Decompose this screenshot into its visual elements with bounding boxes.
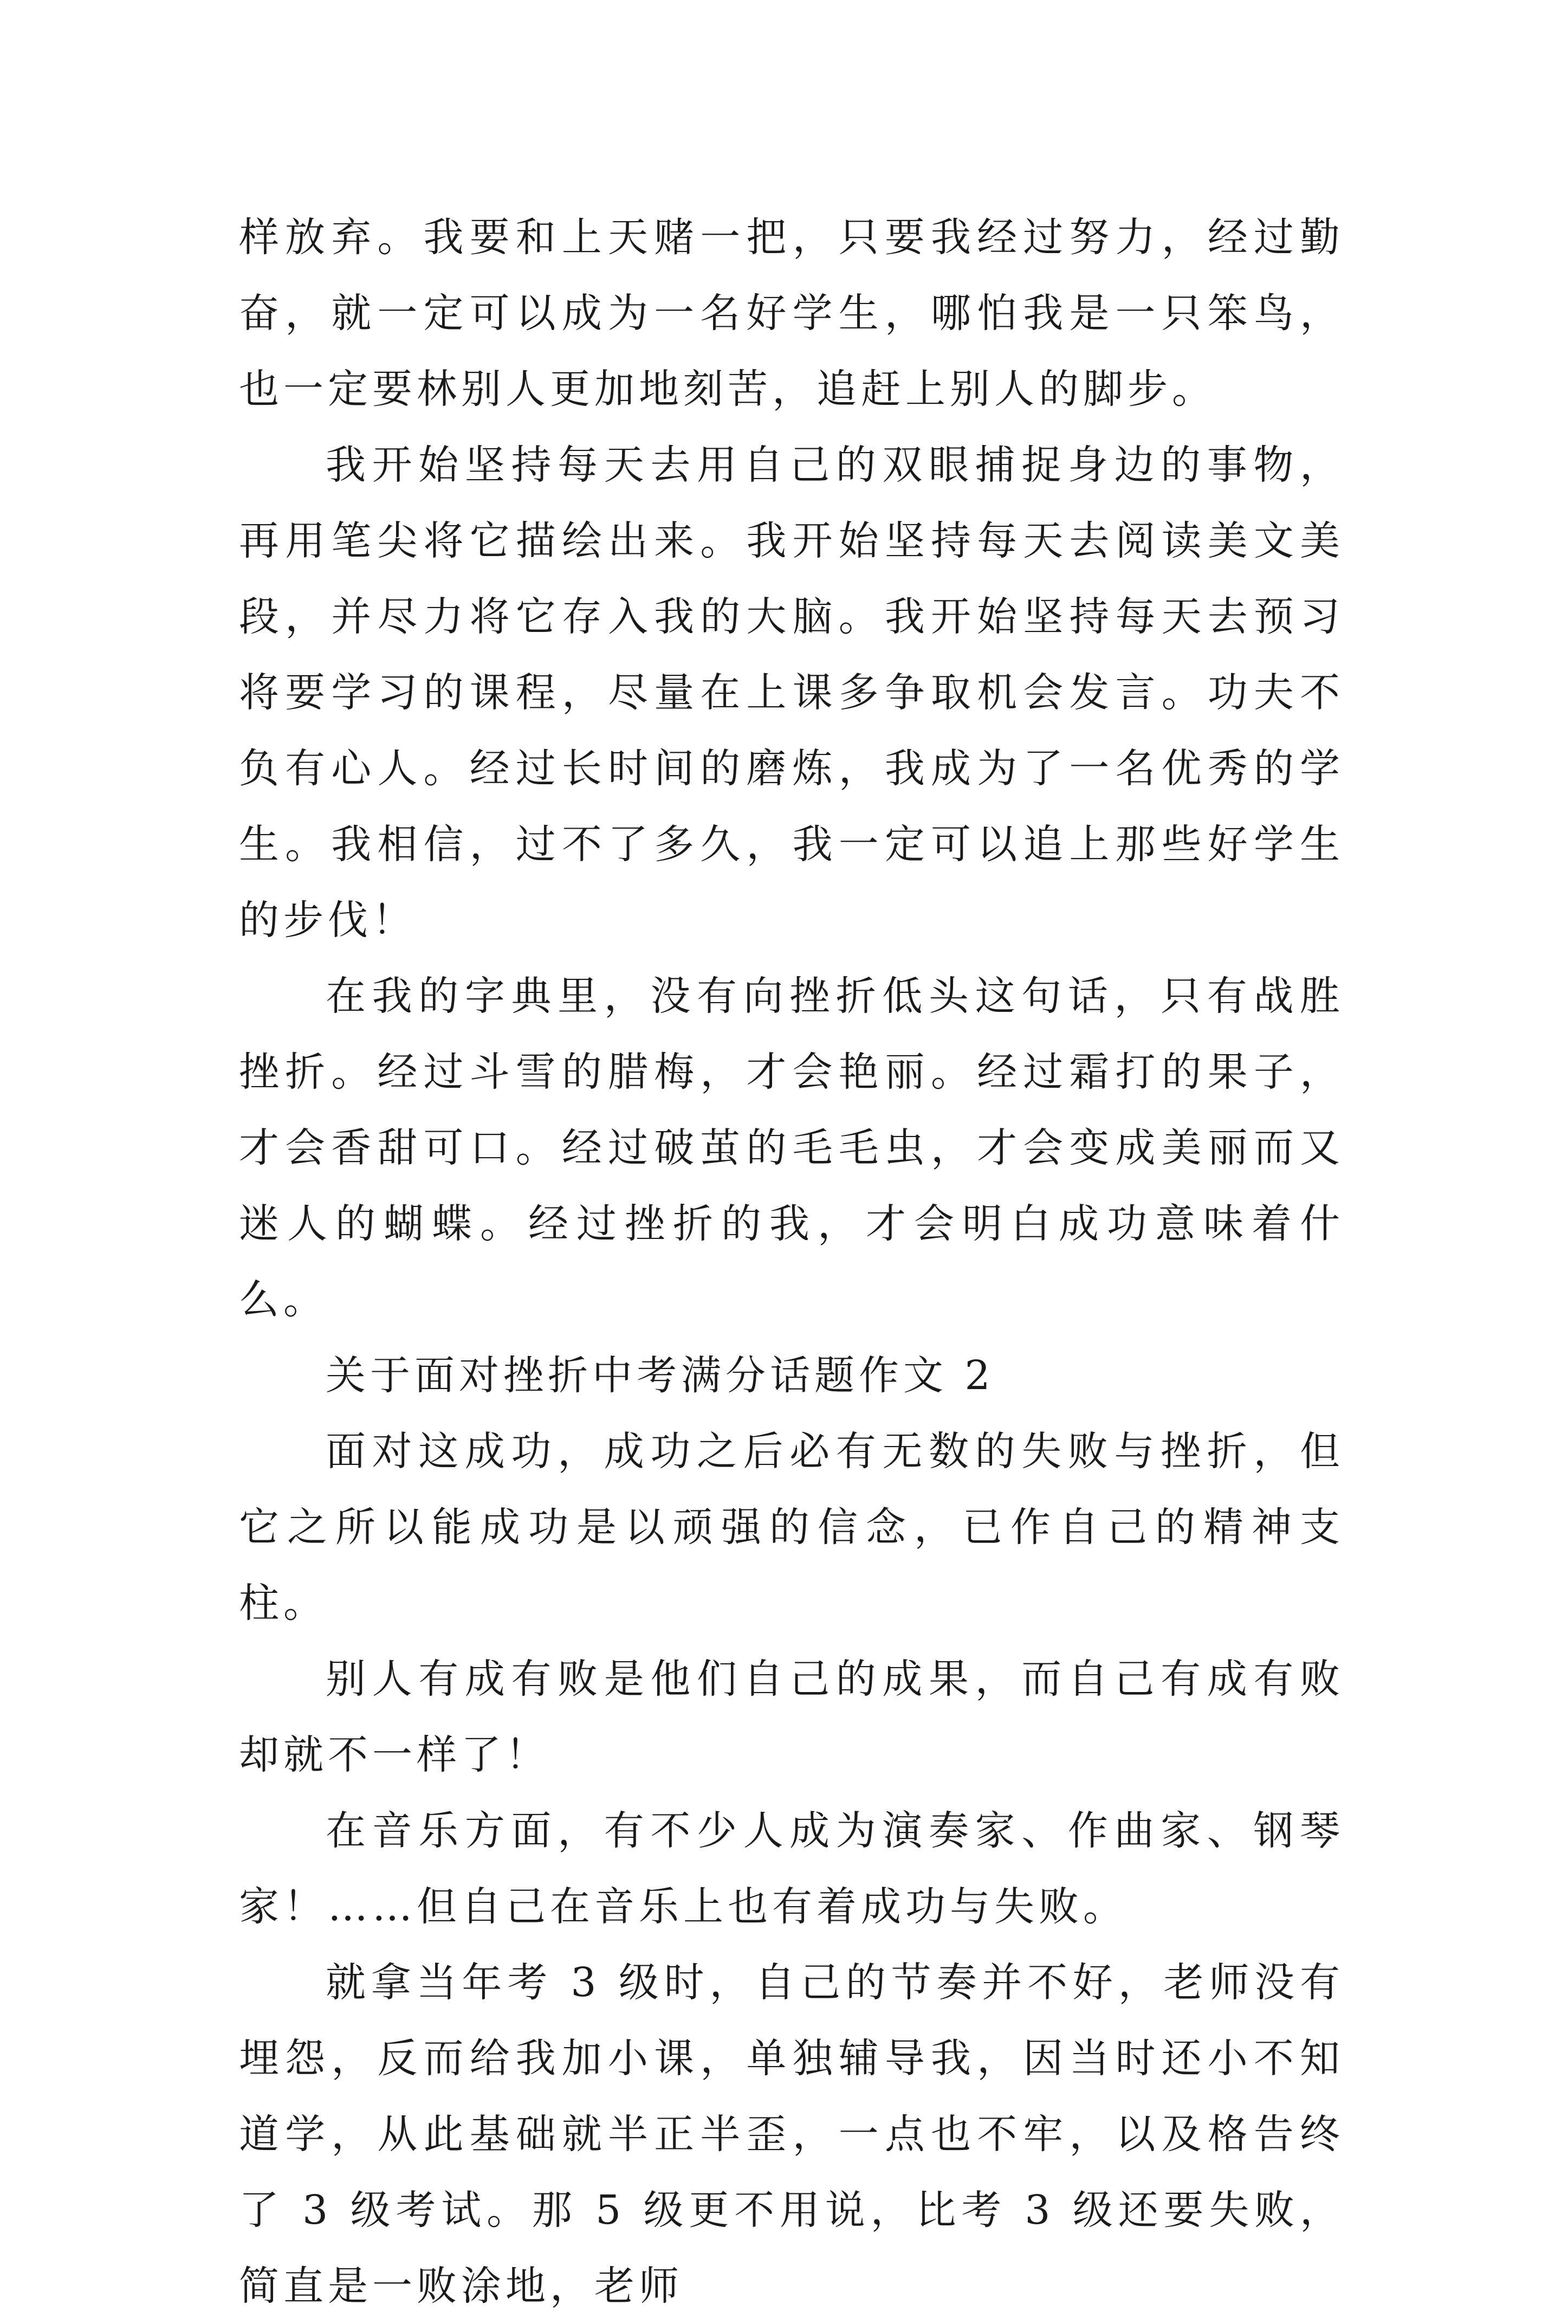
paragraph-1: 样放弃。我要和上天赌一把，只要我经过努力，经过勤奋，就一定可以成为一名好学生，哪怕我是一只笨鸟，也一定要林别人更加地刻苦，追赶上别人的脚步。 bbox=[239, 214, 1344, 412]
document-body bbox=[239, 199, 1344, 2324]
paragraph-3: 在我的字典里，没有向挫折低头这句话，只有战胜挫折。经过斗雪的腊梅，才会艳丽。经过霜打的果子，才会香甜可口。经过破茧的毛毛虫，才会变成美丽而又迷人的蝴蝶。经过挫折的我，才会明白成功意味着什么。 bbox=[239, 973, 1344, 1323]
paragraph-7: 就拿当年考 3 级时，自己的节奏并不好，老师没有埋怨，反而给我加小课，单独辅导我，因当时还小不知道学，从此基础就半正半歪，一点也不牢，以及格告终了 3 级考试。那 5 级更不用说，比考 3 级还要失败，简直是一败涂地，老师 bbox=[239, 1959, 1344, 2309]
paragraph-4: 面对这成功，成功之后必有无数的失败与挫折，但它之所以能成功是以顽强的信念，已作自己的精神支柱。 bbox=[239, 1428, 1344, 1626]
paragraph-5: 别人有成有败是他们自己的成果，而自己有成有败却就不一样了！ bbox=[239, 1656, 1344, 1778]
paragraph-6: 在音乐方面，有不少人成为演奏家、作曲家、钢琴家！……但自己在音乐上也有着成功与失败。 bbox=[239, 1807, 1344, 1930]
section-heading: 关于面对挫折中考满分话题作文 2 bbox=[326, 1352, 995, 1399]
paragraph-2: 我开始坚持每天去用自己的双眼捕捉身边的事物，再用笔尖将它描绘出来。我开始坚持每天去阅读美文美段，并尽力将它存入我的大脑。我开始坚持每天去预习将要学习的课程，尽量在上课多争取机会发言。功夫不负有心人。经过长时间的磨炼，我成为了一名优秀的学生。我相信，过不了多久，我一定可以追上那些好学生的步伐！ bbox=[239, 442, 1344, 944]
